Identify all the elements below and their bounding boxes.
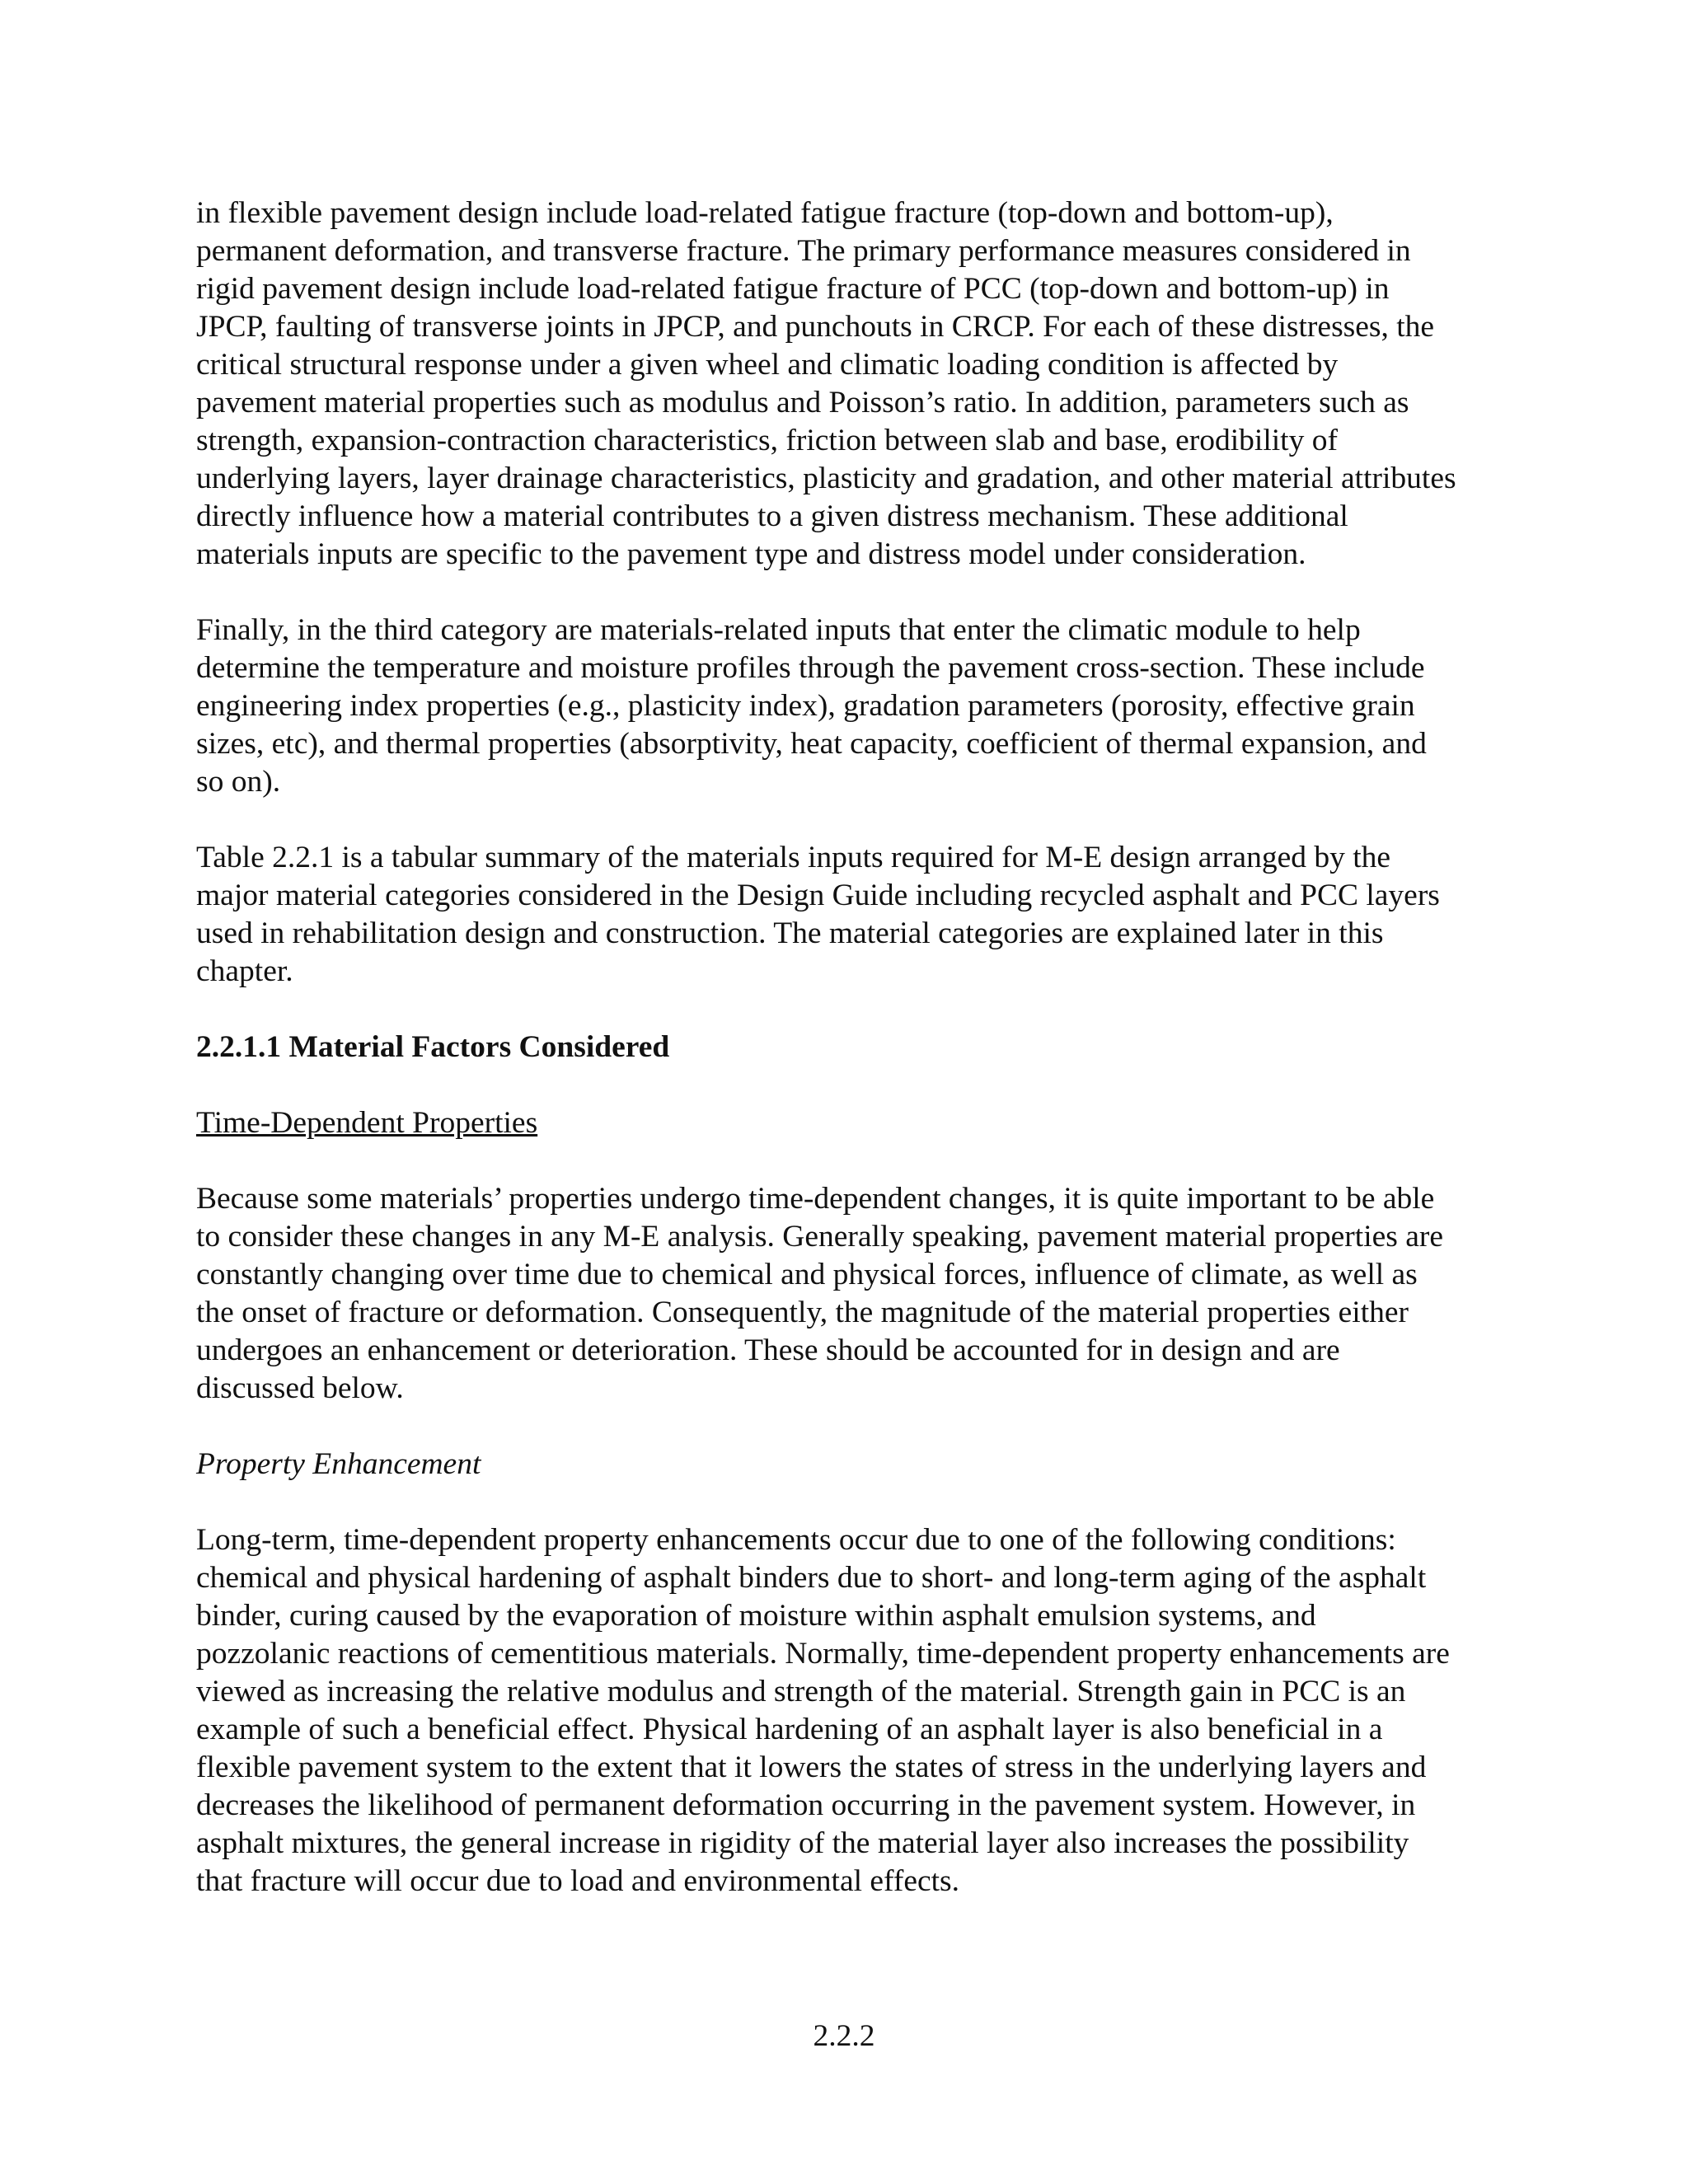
text-line: example of such a beneficial effect. Physical hardening of an asphalt layer is also beneficial in a (196, 1713, 1383, 1746)
paragraph-climatic-inputs (196, 612, 1531, 801)
text-line: Table 2.2.1 is a tabular summary of the materials inputs required for M-E design arranged by the (196, 841, 1391, 874)
text-line: asphalt mixtures, the general increase in rigidity of the material layer also increases the possibility (196, 1826, 1409, 1860)
text-line: to consider these changes in any M-E analysis. Generally speaking, pavement material properties are (196, 1220, 1444, 1254)
text-line: undergoes an enhancement or deterioration. These should be accounted for in design and are (196, 1333, 1340, 1367)
subsection-heading-time-dependent: Time-Dependent Properties (196, 1106, 538, 1140)
text-line: directly influence how a material contributes to a given distress mechanism. These additional (196, 499, 1348, 533)
text-line: JPCP, faulting of transverse joints in JPCP, and punchouts in CRCP. For each of these distresses, the (196, 310, 1435, 344)
text-line: rigid pavement design include load-related fatigue fracture of PCC (top-down and bottom-up) in (196, 272, 1390, 306)
paragraph-distress-measures (196, 194, 1531, 574)
text-line: decreases the likelihood of permanent deformation occurring in the pavement system. However, in (196, 1788, 1416, 1822)
text-line: Finally, in the third category are materials-related inputs that enter the climatic module to help (196, 613, 1361, 647)
text-line: the onset of fracture or deformation. Consequently, the magnitude of the material properties either (196, 1296, 1409, 1329)
text-line: critical structural response under a given wheel and climatic loading condition is affected by (196, 348, 1339, 382)
text-line: materials inputs are specific to the pavement type and distress model under consideration. (196, 537, 1306, 571)
text-line: constantly changing over time due to chemical and physical forces, influence of climate, as well as (196, 1258, 1418, 1291)
paragraph-table-summary (196, 839, 1531, 991)
text-line: used in rehabilitation design and construction. The material categories are explained later in this (196, 916, 1384, 950)
text-line: flexible pavement system to the extent that it lowers the states of stress in the underlying layers and (196, 1750, 1427, 1784)
text-line: major material categories considered in the Design Guide including recycled asphalt and PCC layers (196, 879, 1440, 912)
text-line: in flexible pavement design include load-related fatigue fracture (top-down and bottom-up), (196, 196, 1334, 230)
section-heading: 2.2.1.1 Material Factors Considered (196, 1030, 670, 1064)
page-number: 2.2.2 (813, 2019, 875, 2053)
text-line: viewed as increasing the relative modulus and strength of the material. Strength gain in PCC is an (196, 1675, 1406, 1708)
text-line: underlying layers, layer drainage characteristics, plasticity and gradation, and other material attributes (196, 462, 1456, 495)
paragraph-time-dependent (196, 1180, 1531, 1408)
text-line: sizes, etc), and thermal properties (absorptivity, heat capacity, coefficient of thermal expansion, and (196, 727, 1427, 761)
text-line: permanent deformation, and transverse fracture. The primary performance measures considered in (196, 234, 1411, 268)
text-line: chapter. (196, 954, 293, 988)
text-line: Because some materials’ properties undergo time-dependent changes, it is quite important to be able (196, 1182, 1435, 1216)
text-line: discussed below. (196, 1371, 404, 1405)
paragraph-property-enhancement (196, 1521, 1531, 1900)
text-line: engineering index properties (e.g., plasticity index), gradation parameters (porosity, effective grain (196, 689, 1415, 723)
text-line: that fracture will occur due to load and environmental effects. (196, 1864, 960, 1898)
text-line: pozzolanic reactions of cementitious materials. Normally, time-dependent property enhancements are (196, 1637, 1450, 1671)
subsection-heading-property-enhancement: Property Enhancement (196, 1447, 481, 1481)
text-line: binder, curing caused by the evaporation of moisture within asphalt emulsion systems, and (196, 1599, 1316, 1633)
text-line: pavement material properties such as modulus and Poisson’s ratio. In addition, parameters such as (196, 386, 1409, 419)
text-line: chemical and physical hardening of asphalt binders due to short- and long-term aging of the asphalt (196, 1561, 1427, 1595)
text-line: strength, expansion-contraction characteristics, friction between slab and base, erodibility of (196, 424, 1338, 457)
text-line: so on). (196, 765, 281, 799)
text-line: Long-term, time-dependent property enhancements occur due to one of the following conditions: (196, 1523, 1396, 1557)
page-body (196, 194, 1531, 1938)
text-line: determine the temperature and moisture profiles through the pavement cross-section. These include (196, 651, 1425, 685)
